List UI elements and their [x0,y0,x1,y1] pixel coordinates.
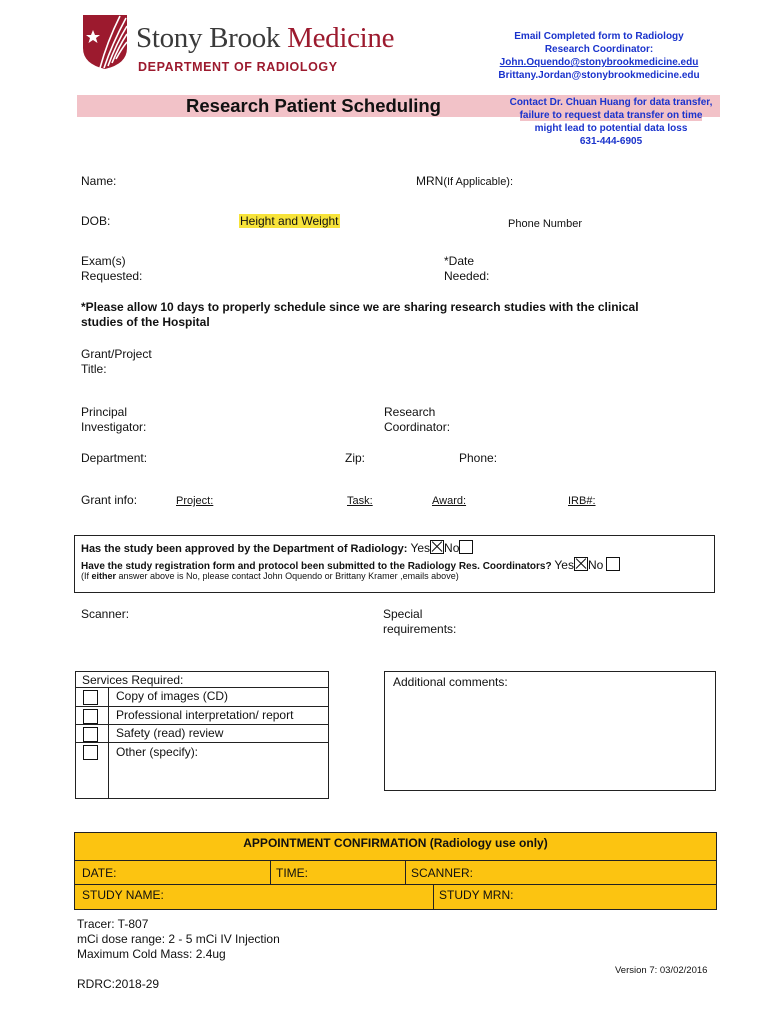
service-checkbox[interactable] [83,727,98,742]
coordinator-email-link[interactable]: John.Oquendo@stonybrookmedicine.edu [499,57,699,68]
appointment-title: APPOINTMENT CONFIRMATION (Radiology use only) [243,836,548,850]
service-item: Safety (read) review [116,726,224,740]
principal-investigator-label: Principal Investigator: [81,405,147,434]
phone-label: Phone: [459,451,498,465]
q2-yes-checkbox[interactable] [574,557,588,571]
grant-title-label: Grant/Project Title: [81,347,152,376]
additional-comments-box[interactable] [384,671,716,791]
scanner-label: Scanner: [81,607,130,621]
brand-name: Stony Brook Medicine [136,22,395,54]
appointment-scanner-label: SCANNER: [411,866,474,880]
service-checkbox[interactable] [83,709,98,724]
study-mrn-label: STUDY MRN: [439,888,514,902]
service-checkbox[interactable] [83,690,98,705]
page-title: Research Patient Scheduling [186,95,441,116]
task-label: Task: [347,495,373,507]
irb-label: IRB#: [568,495,596,507]
phone-number-label: Phone Number [508,218,582,230]
version-label: Version 7: 03/02/2016 [615,965,708,976]
exams-requested-label: Exam(s) Requested: [81,254,143,283]
tracer-info: Tracer: T-807 mCi dose range: 2 - 5 mCi IV Injection Maximum Cold Mass: 2.4ug [77,917,280,961]
height-weight-label: Height and Weight [240,214,339,228]
rdrc-label: RDRC:2018-29 [77,977,160,991]
date-needed-label: *Date Needed: [444,254,490,283]
contact-instructions: Email Completed form to Radiology Research Coordinator: John.Oquendo@stonybrookmedicine.edu Brittany.Jordan@stonybrookmedicine.edu [468,30,730,82]
q1-no-checkbox[interactable] [459,540,473,554]
service-item: Copy of images (CD) [116,689,229,703]
coordinator-email-2[interactable]: Brittany.Jordan@stonybrookmedicine.edu [498,70,700,81]
award-label: Award: [432,495,467,507]
service-item: Professional interpretation/ report [116,708,294,722]
appointment-time-label: TIME: [276,866,308,880]
services-required-table [75,671,329,799]
department-name: DEPARTMENT OF RADIOLOGY [138,60,338,74]
services-title: Services Required: [82,673,184,687]
approval-question-1: Has the study been approved by the Department of Radiology: Yes No [81,540,473,556]
q1-yes-checkbox[interactable] [430,540,444,554]
study-name-label: STUDY NAME: [82,888,164,902]
approval-note: (If either answer above is No, please contact John Oquendo or Brittany Kramer ,emails above) [81,571,459,581]
name-label: Name: [81,174,117,188]
additional-comments-label: Additional comments: [393,675,508,689]
appointment-confirmation-box [74,832,717,910]
appointment-date-label: DATE: [82,866,117,880]
scheduling-notice: *Please allow 10 days to properly schedule since we are sharing research studies with the clinical studies of the Hospital [81,300,639,329]
project-label: Project: [176,495,214,507]
mrn-label: MRN(If Applicable): [416,174,514,188]
service-item: Other (specify): [116,745,199,759]
department-label: Department: [81,451,148,465]
q2-no-checkbox[interactable] [606,557,620,571]
special-requirements-label: Special requirements: [383,607,457,636]
research-coordinator-label: Research Coordinator: [384,405,451,434]
service-checkbox[interactable] [83,745,98,760]
grant-info-label: Grant info: [81,493,138,507]
stony-brook-logo-icon [82,14,128,70]
zip-label: Zip: [345,451,366,465]
approval-question-2: Have the study registration form and protocol been submitted to the Radiology Res. Coordinators? Yes No [81,557,620,573]
dob-label: DOB: [81,214,111,228]
data-transfer-notice: Contact Dr. Chuan Huang for data transfer, failure to request data transfer on time might lead to potential data loss 631-444-6905 [509,97,713,147]
